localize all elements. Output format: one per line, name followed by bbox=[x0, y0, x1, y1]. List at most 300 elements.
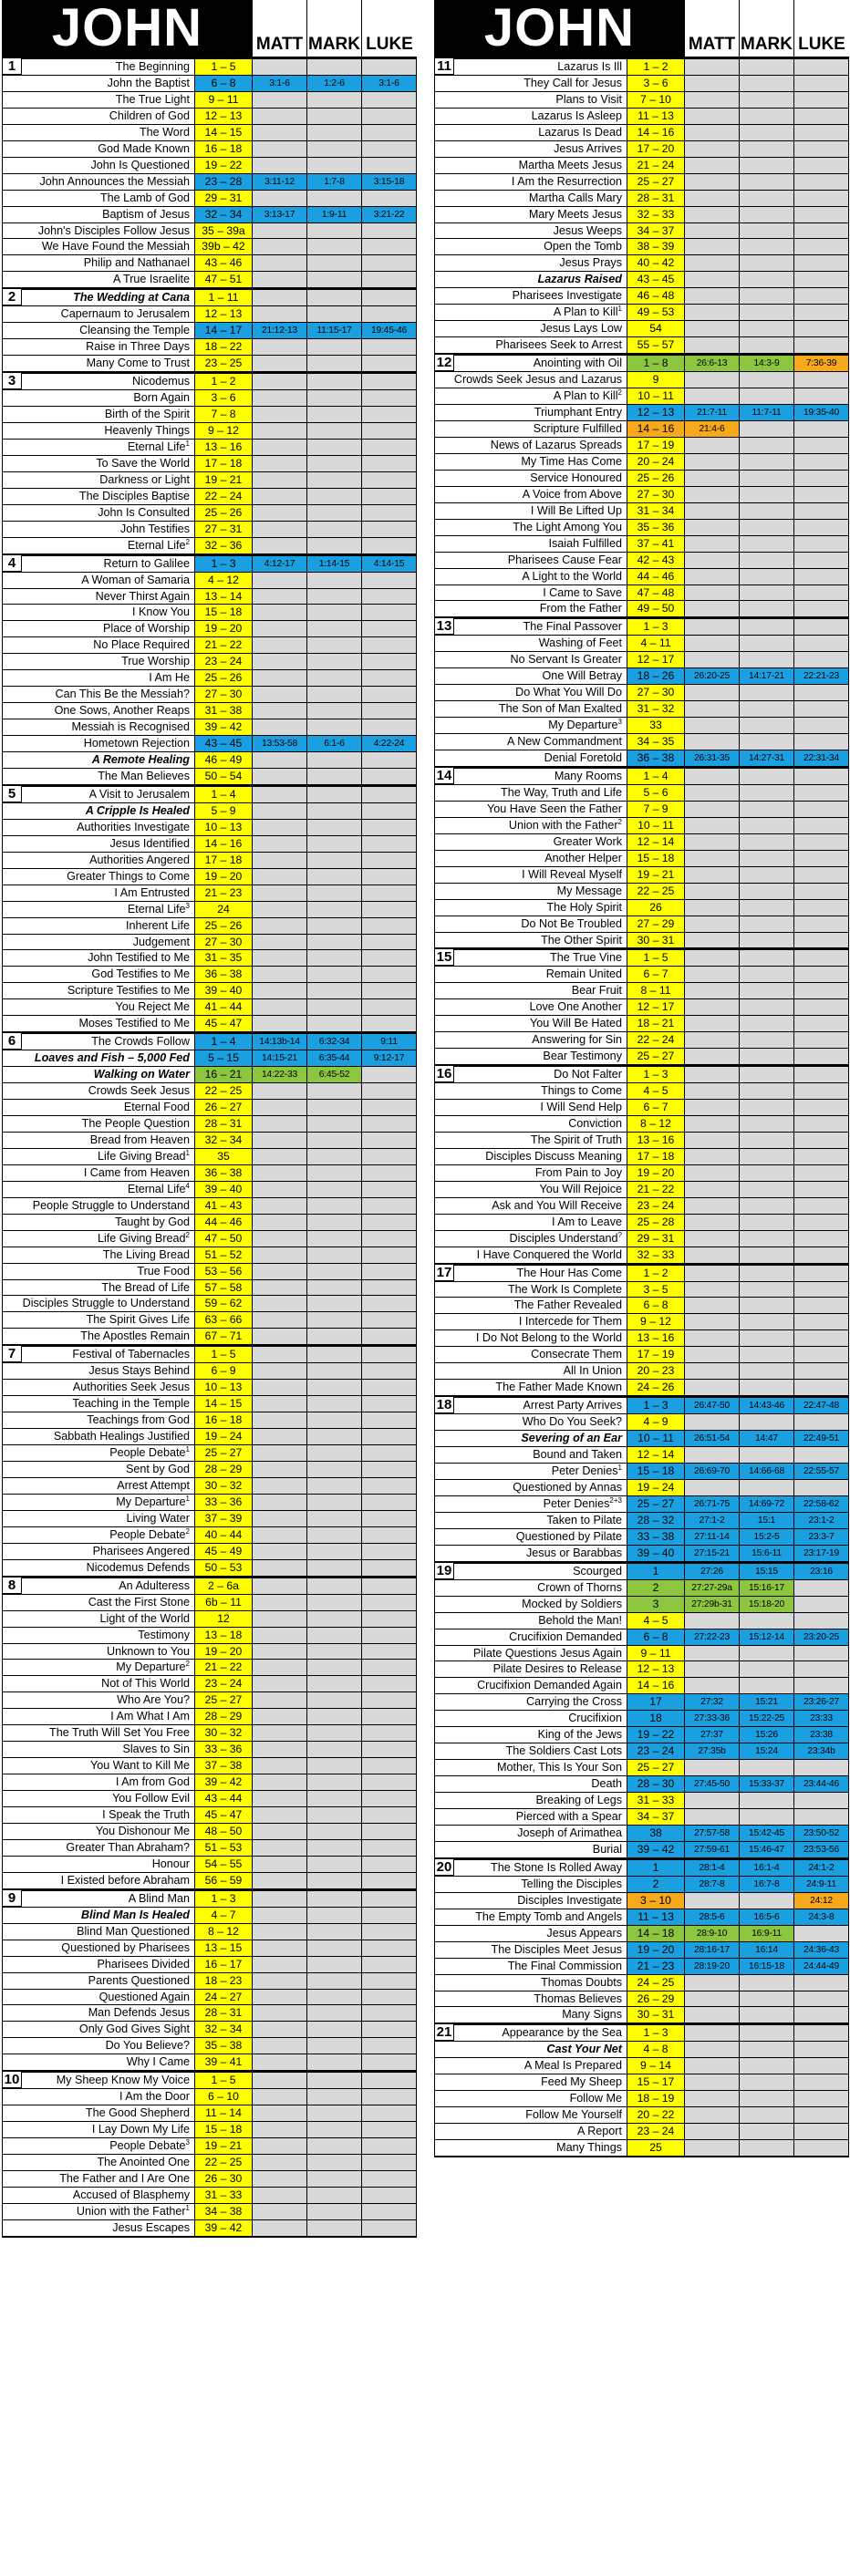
verse-range: 20 – 23 bbox=[627, 1363, 684, 1379]
section-title bbox=[3, 2204, 194, 2219]
verse-range: 22 – 25 bbox=[627, 884, 684, 899]
mark-ref bbox=[306, 407, 361, 422]
luke-ref: 24:44-49 bbox=[793, 1959, 848, 1974]
matt-ref bbox=[252, 1692, 306, 1708]
section-title-text: Walking on Water bbox=[93, 1068, 190, 1081]
matt-ref bbox=[684, 438, 739, 453]
luke-ref bbox=[793, 174, 848, 190]
verse-range: 26 bbox=[627, 900, 684, 916]
luke-ref bbox=[793, 718, 848, 733]
section-title-text: Accused of Blasphemy bbox=[72, 2188, 190, 2201]
mark-ref bbox=[306, 1198, 361, 1214]
table-row bbox=[3, 1757, 416, 1774]
section-title-text: Lazarus Is Asleep bbox=[531, 109, 622, 122]
verse-range: 13 – 14 bbox=[194, 589, 252, 605]
mark-ref bbox=[739, 2007, 793, 2023]
verse-range: 28 – 32 bbox=[627, 1513, 684, 1528]
verse-range: 34 – 37 bbox=[627, 223, 684, 239]
verse-range: 54 – 55 bbox=[194, 1857, 252, 1872]
luke-ref bbox=[361, 356, 416, 371]
mark-ref bbox=[306, 1133, 361, 1148]
mark-ref bbox=[306, 918, 361, 934]
mark-ref bbox=[306, 1165, 361, 1181]
verse-range: 17 bbox=[627, 1694, 684, 1710]
matt-ref bbox=[684, 141, 739, 157]
table-row bbox=[3, 1691, 416, 1708]
section-title-text: Birth of the Spirit bbox=[104, 408, 190, 421]
section-title-text: People Struggle to Understand bbox=[32, 1198, 190, 1212]
verse-range: 54 bbox=[627, 321, 684, 336]
verse-range: 12 – 14 bbox=[627, 1447, 684, 1463]
verse-range: 26 – 30 bbox=[194, 2171, 252, 2187]
luke-ref: 9:12-17 bbox=[361, 1050, 416, 1066]
mark-ref bbox=[306, 125, 361, 140]
table-row bbox=[3, 157, 416, 173]
verse-range: 23 – 28 bbox=[194, 174, 252, 190]
luke-ref bbox=[793, 1298, 848, 1313]
verse-range: 33 bbox=[627, 718, 684, 733]
verse-range: 55 – 57 bbox=[627, 337, 684, 353]
matt-ref bbox=[684, 2025, 739, 2041]
mark-ref bbox=[739, 1298, 793, 1313]
verse-range: 25 – 27 bbox=[627, 1496, 684, 1512]
verse-range: 1 – 3 bbox=[627, 1067, 684, 1082]
section-title-text: Jesus Escapes bbox=[112, 2220, 190, 2234]
mark-ref bbox=[739, 2025, 793, 2041]
matt-ref: 27:59-61 bbox=[684, 1842, 739, 1857]
matt-ref bbox=[684, 1231, 739, 1247]
mark-ref bbox=[739, 92, 793, 108]
section-title bbox=[435, 750, 627, 766]
table-row bbox=[435, 1346, 848, 1362]
mark-ref bbox=[739, 239, 793, 254]
matt-ref bbox=[252, 1857, 306, 1872]
section-title bbox=[435, 1215, 627, 1230]
luke-ref bbox=[361, 2138, 416, 2154]
section-title-text: Triumphant Entry bbox=[534, 406, 622, 419]
matt-ref bbox=[252, 2089, 306, 2105]
luke-ref bbox=[361, 390, 416, 406]
section-title bbox=[435, 1266, 627, 1281]
section-title bbox=[3, 1807, 194, 1823]
table-row bbox=[435, 2006, 848, 2023]
table-row bbox=[3, 1132, 416, 1148]
verse-range: 26 – 27 bbox=[194, 1100, 252, 1115]
luke-ref bbox=[793, 701, 848, 717]
matt-ref bbox=[252, 2122, 306, 2137]
table-row bbox=[3, 604, 416, 620]
verse-range: 12 – 13 bbox=[194, 109, 252, 124]
luke-ref: 23:20-25 bbox=[793, 1629, 848, 1645]
mark-ref bbox=[306, 769, 361, 784]
luke-ref bbox=[361, 1116, 416, 1132]
section-title-text: My Sheep Know My Voice bbox=[56, 2074, 190, 2087]
section-title bbox=[3, 239, 194, 254]
chapter-section bbox=[2, 1888, 417, 2070]
matt-ref bbox=[252, 769, 306, 784]
luke-ref bbox=[361, 505, 416, 521]
luke-ref bbox=[793, 454, 848, 470]
chapter-section bbox=[434, 353, 849, 616]
section-title bbox=[435, 1959, 627, 1974]
verse-range: 28 – 31 bbox=[194, 1116, 252, 1132]
luke-ref: 7:36-39 bbox=[793, 356, 848, 371]
mark-ref bbox=[739, 569, 793, 585]
section-title-text: One Sows, Another Reaps bbox=[54, 704, 190, 718]
mark-ref bbox=[739, 1347, 793, 1362]
matt-ref bbox=[684, 1760, 739, 1775]
matt-ref bbox=[684, 1247, 739, 1263]
section-title bbox=[3, 719, 194, 735]
section-title-text: We Have Found the Messiah bbox=[41, 240, 190, 253]
table-row bbox=[3, 1543, 416, 1559]
table-row bbox=[3, 455, 416, 471]
matt-ref bbox=[684, 884, 739, 899]
section-title-text: Many Things bbox=[556, 2141, 622, 2155]
book-title: JOHN bbox=[434, 0, 685, 57]
table-row bbox=[435, 1660, 848, 1677]
section-title-text: News of Lazarus Spreads bbox=[490, 438, 622, 451]
right-column bbox=[434, 0, 849, 2157]
footnote-marker: 1 bbox=[185, 1445, 190, 1454]
luke-ref bbox=[793, 2025, 848, 2041]
luke-ref bbox=[793, 1016, 848, 1031]
footnote-marker: 2 bbox=[617, 388, 622, 397]
verse-range: 32 – 34 bbox=[194, 2022, 252, 2037]
mark-ref bbox=[306, 1231, 361, 1247]
luke-ref bbox=[793, 1282, 848, 1298]
chapter-section bbox=[434, 616, 849, 766]
section-title-text: Scourged bbox=[573, 1564, 622, 1578]
matt-ref bbox=[252, 1165, 306, 1181]
luke-ref bbox=[361, 2054, 416, 2070]
table-row bbox=[435, 1197, 848, 1214]
section-title bbox=[435, 372, 627, 388]
mark-ref bbox=[306, 158, 361, 173]
matt-ref bbox=[252, 803, 306, 819]
mark-ref bbox=[739, 701, 793, 717]
section-title bbox=[435, 92, 627, 108]
luke-ref bbox=[793, 2091, 848, 2106]
section-title-text: Bear Testimony bbox=[543, 1050, 622, 1063]
section-title-text: The Anointed One bbox=[97, 2156, 190, 2169]
chapter-number: 4 bbox=[3, 555, 22, 572]
luke-ref bbox=[793, 1198, 848, 1214]
verse-range: 19 – 20 bbox=[194, 869, 252, 885]
section-title-text: Ask and You Will Receive bbox=[492, 1198, 622, 1212]
table-row bbox=[435, 1693, 848, 1710]
matt-ref bbox=[252, 2204, 306, 2219]
luke-ref: 23:1-2 bbox=[793, 1513, 848, 1528]
footnote-marker: 3 bbox=[617, 718, 622, 726]
chapter-section bbox=[434, 1263, 849, 1396]
table-row bbox=[3, 2121, 416, 2137]
section-title bbox=[3, 1495, 194, 1510]
table-row bbox=[3, 1790, 416, 1806]
section-title bbox=[3, 223, 194, 239]
verse-range: 14 – 15 bbox=[194, 1396, 252, 1412]
table-row bbox=[435, 1281, 848, 1298]
verse-range: 1 – 4 bbox=[627, 769, 684, 784]
chapter-number: 21 bbox=[435, 2024, 454, 2041]
luke-ref bbox=[793, 1809, 848, 1825]
section-title bbox=[3, 505, 194, 521]
table-row bbox=[3, 1050, 416, 1066]
table-row bbox=[435, 287, 848, 304]
mark-ref: 14:3-9 bbox=[739, 356, 793, 371]
luke-ref bbox=[793, 585, 848, 601]
matt-ref bbox=[684, 1893, 739, 1909]
verse-range: 1 – 3 bbox=[627, 619, 684, 635]
luke-ref bbox=[793, 785, 848, 801]
section-title-text: Appearance by the Sea bbox=[502, 2026, 622, 2040]
table-row bbox=[435, 899, 848, 916]
table-row bbox=[435, 998, 848, 1015]
mark-ref bbox=[739, 191, 793, 206]
table-row bbox=[435, 932, 848, 948]
verse-range: 6 – 7 bbox=[627, 1100, 684, 1115]
luke-ref bbox=[361, 2122, 416, 2137]
matt-ref bbox=[252, 1924, 306, 1940]
section-title-text: Joseph of Arimathea bbox=[517, 1826, 622, 1839]
mark-ref bbox=[739, 1231, 793, 1247]
section-title-text: My Departure bbox=[116, 1495, 186, 1508]
mark-ref bbox=[739, 1149, 793, 1164]
section-title-text: A True Israelite bbox=[113, 273, 190, 286]
section-title bbox=[435, 569, 627, 585]
matt-ref bbox=[252, 390, 306, 406]
verse-range: 63 – 66 bbox=[194, 1312, 252, 1328]
matt-ref bbox=[684, 1809, 739, 1825]
matt-ref bbox=[684, 1067, 739, 1082]
section-title-text: The Wedding at Cana bbox=[73, 291, 190, 305]
luke-ref bbox=[793, 916, 848, 932]
table-row bbox=[3, 819, 416, 835]
table-row bbox=[3, 2054, 416, 2070]
verse-range: 35 – 39a bbox=[194, 223, 252, 239]
section-title-text: Jesus Identified bbox=[109, 836, 190, 850]
section-title-text: John's Disciples Follow Jesus bbox=[37, 223, 190, 237]
matt-ref bbox=[684, 619, 739, 635]
section-title-text: Disciples Investigate bbox=[517, 1893, 622, 1907]
luke-ref bbox=[361, 290, 416, 305]
table-row bbox=[435, 371, 848, 388]
mark-ref: 14:17-21 bbox=[739, 668, 793, 684]
section-title bbox=[3, 836, 194, 852]
verse-range: 32 – 34 bbox=[194, 1133, 252, 1148]
luke-ref bbox=[793, 1032, 848, 1048]
matt-ref bbox=[252, 472, 306, 488]
matt-ref bbox=[684, 1165, 739, 1181]
section-title bbox=[3, 92, 194, 108]
section-title bbox=[435, 1580, 627, 1596]
matt-ref bbox=[252, 2022, 306, 2037]
section-title-text: The Apostles Remain bbox=[80, 1329, 190, 1343]
matt-ref bbox=[684, 933, 739, 948]
verse-range: 39 – 40 bbox=[627, 1546, 684, 1561]
matt-ref: 21:4-6 bbox=[684, 421, 739, 437]
matt-ref bbox=[684, 1414, 739, 1430]
table-row bbox=[3, 2088, 416, 2105]
mark-ref bbox=[306, 1873, 361, 1888]
luke-ref bbox=[361, 125, 416, 140]
luke-ref bbox=[361, 1940, 416, 1956]
matt-ref bbox=[684, 2091, 739, 2106]
matt-ref bbox=[252, 255, 306, 271]
matt-ref bbox=[252, 1824, 306, 1839]
section-title-text: Blind Man Is Healed bbox=[81, 1908, 190, 1921]
mark-ref bbox=[739, 125, 793, 140]
section-title bbox=[3, 1329, 194, 1344]
verse-range: 6 – 8 bbox=[627, 1629, 684, 1645]
luke-ref bbox=[793, 239, 848, 254]
table-row bbox=[435, 206, 848, 222]
verse-range: 8 – 12 bbox=[627, 1116, 684, 1132]
section-title bbox=[3, 1100, 194, 1115]
table-row bbox=[435, 585, 848, 601]
luke-ref bbox=[361, 719, 416, 735]
section-title bbox=[435, 76, 627, 91]
section-title bbox=[435, 305, 627, 320]
section-title-text: Crucifixion Demanded Again bbox=[477, 1679, 622, 1692]
luke-ref bbox=[793, 1330, 848, 1346]
matt-ref bbox=[252, 522, 306, 537]
section-title bbox=[3, 1709, 194, 1724]
verse-range: 7 – 9 bbox=[627, 802, 684, 817]
mark-ref: 6:1-6 bbox=[306, 736, 361, 751]
table-row bbox=[3, 124, 416, 140]
section-title-text: The Living Bread bbox=[102, 1247, 190, 1261]
matt-ref bbox=[684, 916, 739, 932]
matt-ref bbox=[252, 2188, 306, 2203]
mark-ref bbox=[739, 1330, 793, 1346]
mark-ref: 14:69-72 bbox=[739, 1496, 793, 1512]
section-title-text: Man Defends Jesus bbox=[88, 2006, 190, 2020]
section-title bbox=[435, 1877, 627, 1892]
section-title-text: Bound and Taken bbox=[533, 1448, 622, 1462]
table-row bbox=[435, 404, 848, 420]
matt-ref bbox=[252, 573, 306, 588]
chapter-number: 2 bbox=[3, 289, 22, 305]
luke-ref bbox=[361, 109, 416, 124]
verse-range: 1 – 8 bbox=[627, 356, 684, 371]
mark-ref bbox=[306, 999, 361, 1015]
table-row bbox=[435, 1612, 848, 1629]
section-title-text: Disciples Understand bbox=[509, 1231, 618, 1245]
mark-ref bbox=[739, 1975, 793, 1991]
footnote-marker: 3 bbox=[185, 901, 190, 910]
luke-ref bbox=[793, 1133, 848, 1148]
table-row bbox=[435, 651, 848, 667]
luke-ref bbox=[361, 1165, 416, 1181]
verse-range: 10 – 13 bbox=[194, 1380, 252, 1395]
section-title bbox=[3, 1758, 194, 1774]
section-title bbox=[435, 356, 627, 371]
verse-range: 43 – 46 bbox=[194, 255, 252, 271]
verse-range: 25 – 27 bbox=[627, 1049, 684, 1064]
section-title bbox=[3, 1083, 194, 1099]
section-title bbox=[435, 255, 627, 271]
luke-ref: 22:47-48 bbox=[793, 1398, 848, 1413]
matt-ref bbox=[252, 605, 306, 620]
mark-ref: 6:35-44 bbox=[306, 1050, 361, 1066]
luke-ref bbox=[361, 1067, 416, 1082]
section-title-text: My Departure bbox=[116, 1660, 186, 1674]
section-title bbox=[3, 999, 194, 1015]
verse-range: 45 – 49 bbox=[194, 1544, 252, 1559]
section-title-text: The Work Is Complete bbox=[507, 1282, 622, 1296]
verse-range: 33 – 36 bbox=[194, 1495, 252, 1510]
table-row bbox=[3, 91, 416, 108]
mark-ref bbox=[739, 1363, 793, 1379]
chapter-number: 14 bbox=[435, 768, 454, 784]
section-title bbox=[3, 2122, 194, 2137]
mark-ref bbox=[306, 272, 361, 287]
section-title bbox=[435, 1991, 627, 2007]
verse-range: 25 – 26 bbox=[627, 471, 684, 486]
luke-ref bbox=[361, 1247, 416, 1263]
luke-ref bbox=[793, 520, 848, 535]
section-title-text: Sent by God bbox=[125, 1463, 190, 1476]
matt-ref: 26:51-54 bbox=[684, 1431, 739, 1446]
luke-ref bbox=[361, 1824, 416, 1839]
luke-ref: 23:17-19 bbox=[793, 1546, 848, 1561]
table-row bbox=[3, 1115, 416, 1132]
table-row bbox=[435, 320, 848, 336]
matt-ref bbox=[684, 191, 739, 206]
mark-ref bbox=[739, 1760, 793, 1775]
luke-ref: 22:55-57 bbox=[793, 1464, 848, 1479]
matt-ref bbox=[252, 2171, 306, 2187]
matt-ref: 27:22-23 bbox=[684, 1629, 739, 1645]
verse-range: 18 – 19 bbox=[627, 2091, 684, 2106]
verse-range: 25 – 27 bbox=[194, 1445, 252, 1461]
section-title-text: The Father Revealed bbox=[513, 1298, 622, 1312]
section-title bbox=[435, 1282, 627, 1298]
section-title bbox=[435, 2091, 627, 2106]
mark-ref bbox=[306, 1824, 361, 1839]
table-row bbox=[435, 916, 848, 932]
mark-ref bbox=[739, 1893, 793, 1909]
mark-ref: 15:26 bbox=[739, 1727, 793, 1743]
section-title bbox=[3, 1396, 194, 1412]
luke-ref bbox=[361, 1660, 416, 1675]
section-title bbox=[3, 654, 194, 669]
section-title bbox=[435, 1629, 627, 1645]
luke-ref: 22:21-23 bbox=[793, 668, 848, 684]
mark-ref bbox=[306, 2005, 361, 2021]
mark-ref bbox=[739, 1182, 793, 1197]
luke-ref bbox=[361, 1709, 416, 1724]
verse-range: 28 – 30 bbox=[627, 1776, 684, 1792]
matt-ref bbox=[252, 125, 306, 140]
table-row bbox=[435, 2024, 848, 2041]
section-title-text: Mother, This Is Your Son bbox=[497, 1761, 622, 1774]
mark-ref bbox=[739, 321, 793, 336]
section-title bbox=[435, 734, 627, 750]
verse-range: 40 – 42 bbox=[627, 255, 684, 271]
section-title bbox=[435, 933, 627, 948]
section-title-text: Authorities Investigate bbox=[77, 820, 190, 833]
table-row bbox=[3, 802, 416, 819]
verse-range: 28 – 29 bbox=[194, 1462, 252, 1477]
verse-range: 32 – 33 bbox=[627, 207, 684, 222]
matt-ref bbox=[252, 1891, 306, 1907]
table-row bbox=[435, 1825, 848, 1841]
table-row bbox=[3, 2187, 416, 2203]
matt-ref bbox=[252, 2155, 306, 2170]
section-title bbox=[3, 1908, 194, 1923]
